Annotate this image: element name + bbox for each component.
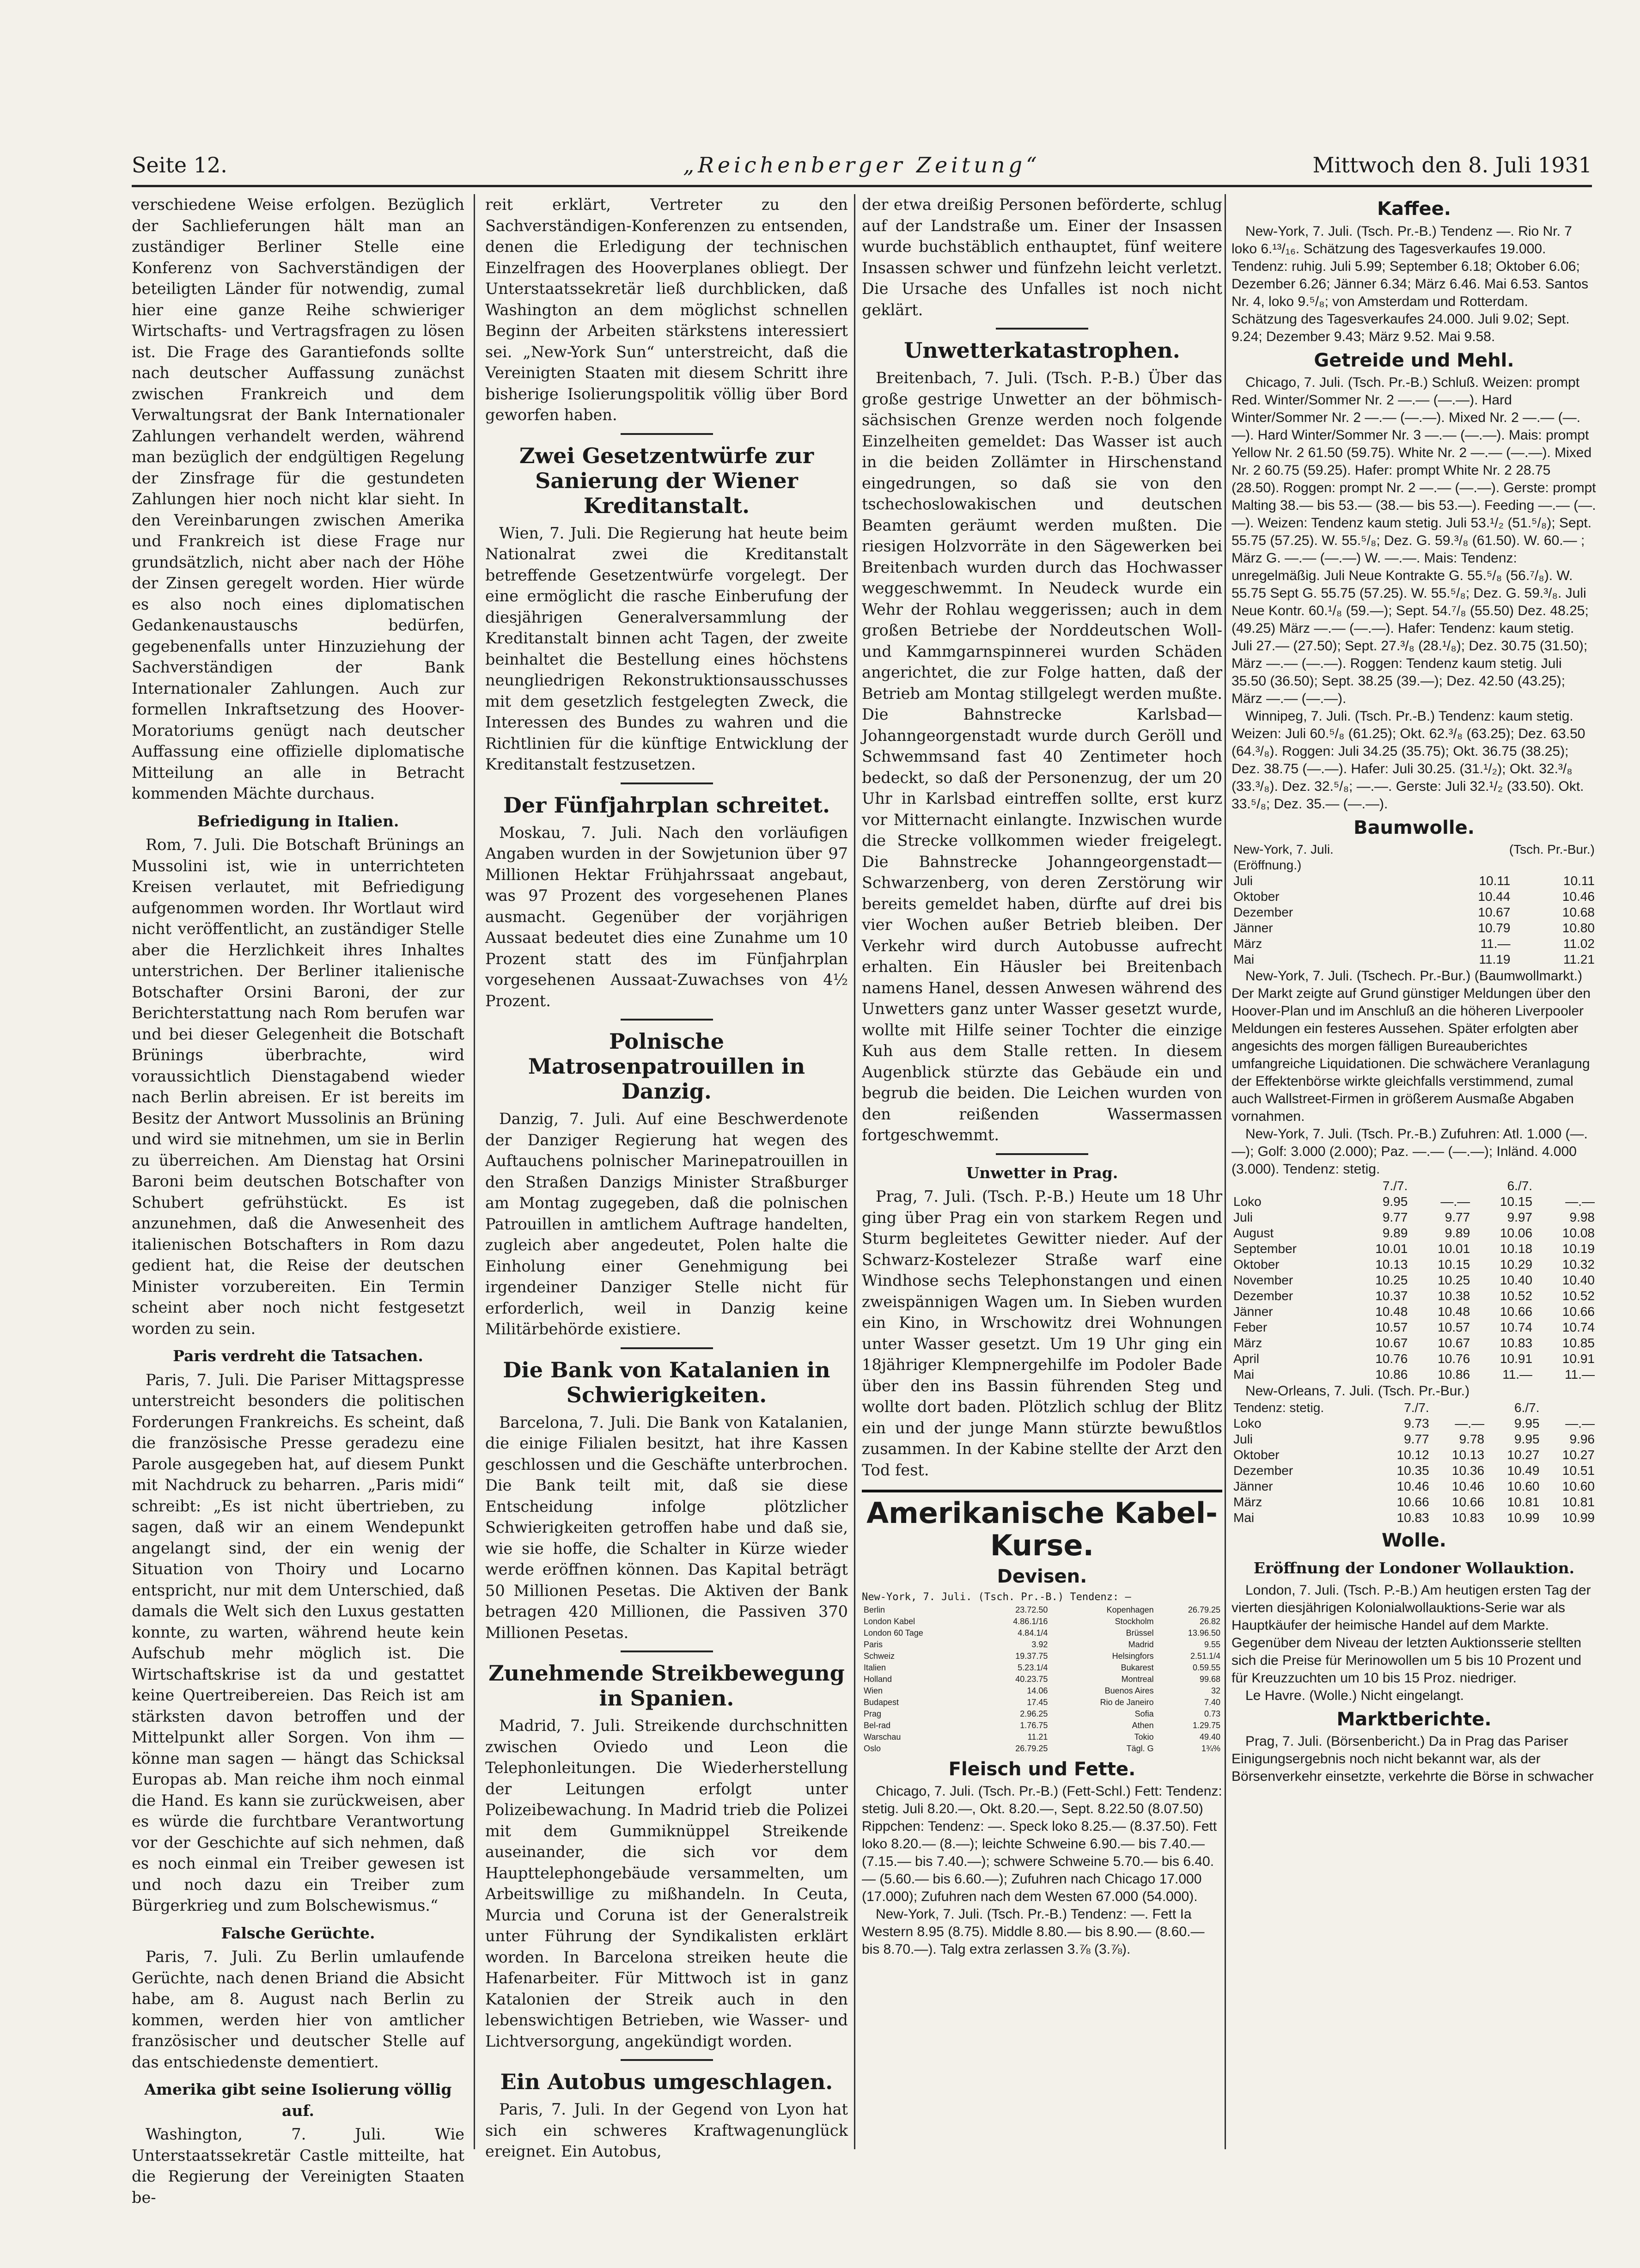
table-cell: 9.77	[1382, 1210, 1408, 1224]
table-cell: 10.86	[1438, 1367, 1470, 1382]
article-heading: Unwetterkatastrophen.	[904, 338, 1180, 363]
table-cell: 23.72.50	[1015, 1605, 1048, 1614]
table-cell: 10.11	[1563, 873, 1595, 888]
table-cell: 5.23.1/4	[1018, 1663, 1048, 1672]
issue-date: Mittwoch den 8. Juli 1931	[1312, 153, 1592, 177]
table-cell: Oktober	[1233, 889, 1280, 904]
table-cell: Mai	[1233, 1510, 1255, 1525]
table-row	[1232, 1400, 1597, 1416]
table-row	[1232, 1194, 1597, 1210]
table-cell: 10.91	[1500, 1351, 1533, 1366]
table-cell: 10.01	[1438, 1241, 1470, 1256]
table-row	[1232, 1416, 1597, 1431]
table-cell: Dezember	[1233, 1288, 1293, 1303]
market-text: New-York, 7. Juli. (Tsch. Pr.-B.) Tendenz: —. Fett Ia Western 8.95 (8.75). Middle 8.80.— bis 8.90.— (8.60.— bis 8.70.—). Talg extra zerlassen 3.⅞ (3.⅞).	[862, 1907, 1205, 1957]
table-cell: 10.06	[1500, 1225, 1533, 1240]
table-cell: 11.—	[1480, 936, 1511, 951]
table-cell: 10.35	[1396, 1463, 1429, 1478]
table-cell: Dezember	[1233, 905, 1293, 919]
table-cell: 10.37	[1375, 1288, 1408, 1303]
article-text: Paris, 7. Juli. Zu Berlin umlaufende Gerüchte, nach denen Briand die Absicht habe, am 8. August nach Berlin zu kommen, werden hier von amtlicher französischer und deutscher Stelle auf das entschiedenste dementiert.	[132, 1948, 464, 2071]
article-text: Danzig, 7. Juli. Auf eine Beschwerdenote der Danziger Regierung hat wegen des Auftauchens polnischer Marinepatrouillen in den Straßen Danzigs Minister Straßburger am Montag zugegeben, daß die polnischen Patrouillen in amtlichem Auftrage handelten, zugleich aber angedeutet, Polen halte die Einholung einer Genehmigung bei irgendeiner Danziger Stelle nicht für erforderlich, weil in Danzig keine Militärbehörde existiere.	[485, 1110, 848, 1338]
table-cell: 10.15	[1500, 1194, 1533, 1209]
table-cell: Bukarest	[1121, 1663, 1154, 1672]
divider	[621, 433, 713, 435]
table-cell: März	[1233, 936, 1262, 951]
market-text: Prag, 7. Juli. (Börsenbericht.) Da in Prag das Pariser Einigungsergebnis noch nicht bekannt war, als der Börsenverkehr einsetzte, verkehrte die Börse in schwacher	[1232, 1734, 1594, 1784]
table-row	[1232, 1463, 1597, 1479]
divider	[996, 1153, 1088, 1155]
table-row	[862, 1708, 1222, 1720]
table-row	[1232, 936, 1597, 952]
table-cell: 17.45	[1027, 1697, 1048, 1707]
table-cell: 10.13	[1452, 1447, 1485, 1462]
table-cell: 10.40	[1562, 1272, 1595, 1287]
table-cell: 10.67	[1478, 905, 1511, 919]
table-row	[1232, 1178, 1597, 1194]
table-cell: 11.02	[1563, 936, 1595, 951]
table-cell: 6./7.	[1507, 1178, 1533, 1193]
table-cell: Athen	[1132, 1720, 1154, 1730]
table-cell: 10.83	[1500, 1335, 1533, 1350]
article-heading: Paris verdreht die Tatsachen.	[173, 1347, 423, 1365]
table-cell: Oslo	[864, 1743, 881, 1753]
table-cell: September	[1233, 1241, 1297, 1256]
article-text: Madrid, 7. Juli. Streikende durchschnitten zwischen Oviedo und Leon die Telephonleitungen. Die Wiederherstellung der Leitungen erfolgt unter Polizeibewachung. In Madrid trieb die Polizei mit dem Gummiknüppel Streikende auseinander, die sich vor dem Haupttelephongebäude versammelten, um Arbeitswillige zu mißhandeln. In Ceuta, Murcia und Coruna ist der Generalstreik unter Führung der Syndikalisten erklärt worden. In Barcelona streiken heute die Hafenarbeiter. Für Mittwoch ist in ganz Katalonien der Streik auch in den lebenswichtigen Betrieben, wie Wasser- und Lichtversorgung, angekündigt worden.	[485, 1717, 848, 2050]
section-heading: Devisen.	[997, 1566, 1087, 1587]
article-heading: Zwei Gesetzentwürfe zur Sanierung der Wiener Kreditanstalt.	[519, 443, 814, 518]
table-row	[1232, 1241, 1597, 1257]
table-cell: Schweiz	[864, 1651, 895, 1661]
table-cell: 10.57	[1438, 1320, 1470, 1334]
table-row	[862, 1604, 1222, 1616]
table-cell: Jänner	[1233, 1479, 1273, 1493]
table-cell: Stockholm	[1115, 1616, 1154, 1626]
table-row	[1232, 1257, 1597, 1272]
article-text: Wien, 7. Juli. Die Regierung hat heute beim Nationalrat zwei die Kreditanstalt betreffende Gesetzentwürfe vorgelegt. Der eine ermöglicht die rasche Einberufung der diesjährigen Generalversammlung der Kreditanstalt binnen acht Tagen, der zweite beinhaltet die Bestellung eines höchstens neungliedrigen Rekonstruktionsausschusses mit dem gesetzlich festgelegten Zweck, die Interessen des Bundes zu wahren und die Richtlinien für die künftige Entwicklung der Kreditanstalt festzusetzen.	[485, 524, 848, 773]
table-cell: 9.96	[1569, 1431, 1595, 1446]
table-cell: 9.77	[1404, 1431, 1429, 1446]
table-cell: 9.95	[1514, 1416, 1540, 1430]
market-text: New-York, 7. Juli. (Tschech. Pr.-Bur.) (Baumwollmarkt.) Der Markt zeigte auf Grund günstiger Meldungen über den Hoover-Plan und im Anschluß an die höheren Liverpooler Meldungen ein festeres Aussehen. Später erfolgten aber angesichts des morgen fälligen Bureauberichtes umfangreiche Liquidationen. Die schwächere Veranlagung der Effektenbörse wirkte gleichfalls verstimmend, zumal auch Wallstreet-Firmen in größerem Ausmaße Abgaben vornahmen.	[1232, 968, 1591, 1124]
table-row	[862, 1731, 1222, 1743]
table-cell: 10.60	[1562, 1479, 1595, 1493]
table-cell: 19.37.75	[1015, 1651, 1048, 1661]
table-cell: Madrid	[1128, 1639, 1154, 1649]
section-heading: Kaffee.	[1377, 198, 1451, 220]
table-row	[862, 1651, 1222, 1662]
table-row	[1232, 1479, 1597, 1494]
table-cell: 10.83	[1396, 1510, 1429, 1525]
table-cell: 9.89	[1445, 1225, 1470, 1240]
page-number: Seite 12.	[132, 153, 227, 177]
table-cell: 10.81	[1507, 1494, 1540, 1509]
table-cell: 10.48	[1375, 1304, 1408, 1319]
table-cell: März	[1233, 1494, 1262, 1509]
market-text: New-York, 7. Juli. (Tsch. Pr.-B.) Tendenz —. Rio Nr. 7 loko 6.¹³/₁₆. Schätzung des Tagesverkaufes 19.000. Tendenz: ruhig. Juli 5.99; September 6.18; Oktober 6.06; Dezember 6.26; Jänner 6.34; März 6.46. Mai 6.53. Santos Nr. 4, loko 9.⁵/₈; von Amsterdam und Rotterdam. Schätzung des Tagesverkaufes 24.000. Juli 9.02; Sept. 9.24; Dezember 9.43; März 9.52. Mai 9.58.	[1232, 223, 1589, 344]
section-heading: Fleisch und Fette.	[948, 1758, 1136, 1780]
table-row	[1232, 1288, 1597, 1304]
table-cell: Dezember	[1233, 1463, 1293, 1478]
table-cell: 10.52	[1500, 1288, 1533, 1303]
table-cell: 10.76	[1438, 1351, 1470, 1366]
table-cell: Oktober	[1233, 1257, 1280, 1272]
column-4	[1232, 194, 1597, 2149]
table-cell: 9.95	[1382, 1194, 1408, 1209]
table-cell: 10.13	[1375, 1257, 1408, 1272]
table-row	[862, 1743, 1222, 1754]
table-cell: —.—	[1565, 1194, 1595, 1209]
divider	[621, 1651, 713, 1652]
table-cell: Loko	[1233, 1194, 1262, 1209]
table-row	[1232, 1447, 1597, 1463]
table-cell: 10.11	[1479, 873, 1511, 888]
table-cell: 10.66	[1562, 1304, 1595, 1319]
table-cell: 40.23.75	[1015, 1674, 1048, 1684]
article-text: Barcelona, 7. Juli. Die Bank von Katalanien, die einige Filialen besitzt, hat ihre Kassen geschlossen und die Geschäfte unterbrochen. Die Bank teilt mit, daß sie diese Entscheidung infolge plötzlicher Schwierigkeiten getroffen habe und daß sie, wie sie hoffe, die Schalter in Kürze wieder werde eröffnen können. Das Kapital beträgt 50 Millionen Pesetas. Die Aktiven der Bank betragen 420 Millionen, die Passiven 370 Millionen Pesetas.	[485, 1413, 848, 1642]
table-row	[1232, 1351, 1597, 1367]
column-rule	[1225, 194, 1226, 2149]
table-cell: 10.44	[1478, 889, 1511, 904]
table-cell: 0.73	[1204, 1709, 1220, 1718]
table-row	[1232, 920, 1597, 936]
table-cell: 10.57	[1375, 1320, 1408, 1334]
section-heading: Baumwolle.	[1353, 817, 1475, 838]
article-text: Paris, 7. Juli. Die Pariser Mittagspresse unterstreicht besonders die politischen Forderungen Frankreichs. Es scheint, daß die französische Presse geradezu eine Parole ausgegeben hat, auf diesem Punkt mit Nachdruck zu beharren. „Paris midi“ schreibt: „Es ist nicht übertrieben, zu sagen, daß wir an einem Wendepunkt angelangt sind, der ein wenig der Situation von Thoiry und Locarno entspricht, nur mit dem Unterschied, daß damals die Welt sich den Luxus gestatten konnte, zu warten, während heute kein Aufschub mehr möglich ist. Die Wirtschaftskrise ist da und gestattet keine Quertreibereien. Das Reich ist am stärksten davon betroffen und der Mittelpunkt aller Sorgen. Von ihm — könne man sagen — hängt das Schicksal Europas ab. Man reiche ihm noch einmal die Hand. Es kann sie zurückweisen, aber es würde die furchtbare Verantwortung vor der Geschichte auf sich nehmen, daß es noch einmal ein Treiber gewesen ist und noch dazu ein Treiber zum Bürgerkrieg und zum Bolschewismus.“	[132, 1370, 464, 1914]
table-row	[862, 1697, 1222, 1708]
divider	[996, 328, 1088, 330]
table-cell: 10.15	[1438, 1257, 1470, 1272]
table-cell: London Kabel	[864, 1616, 915, 1626]
divider	[621, 1347, 713, 1349]
article-heading: Falsche Gerüchte.	[221, 1924, 375, 1942]
table-cell: 9.95	[1514, 1431, 1540, 1446]
table-cell: Italien	[864, 1663, 886, 1672]
market-text: London, 7. Juli. (Tsch. P.-B.) Am heutigen ersten Tag der vierten diesjährigen Kolonialwollauktions-Serie war als Hauptkäufer der heimische Handel auf dem Markte. Gegenüber dem Niveau der letzten Auktionsserie stellten sich die Preise für Merinowollen um 5 bis 10 Prozent und für Kreuzzuchten um 10 bis 15 Proz. niedriger.	[1232, 1582, 1591, 1686]
table-cell: 10.80	[1562, 920, 1595, 935]
table-row	[1232, 1272, 1597, 1288]
table-cell: 10.51	[1562, 1463, 1595, 1478]
table-cell: Budapest	[864, 1697, 899, 1707]
table-cell: 10.91	[1562, 1351, 1595, 1366]
table-cell: 10.25	[1375, 1272, 1408, 1287]
table-cell: 10.67	[1375, 1335, 1408, 1350]
table-cell: Brüssel	[1126, 1628, 1154, 1638]
table-cell: Loko	[1233, 1416, 1262, 1430]
table-cell: Mai	[1233, 1367, 1255, 1382]
table-cell: Helsingfors	[1112, 1651, 1154, 1661]
table-cell: 9.73	[1404, 1416, 1429, 1430]
table-cell: Tägl. G	[1126, 1743, 1154, 1753]
table-cell: Berlin	[864, 1605, 885, 1614]
table-row	[1232, 1304, 1597, 1320]
table-cell: 10.60	[1507, 1479, 1540, 1493]
table-cell: 11.19	[1479, 952, 1511, 966]
table-cell: (Eröffnung.)	[1233, 857, 1302, 872]
table-cell: Feber	[1233, 1320, 1268, 1334]
table-cell: 10.74	[1500, 1320, 1533, 1334]
article-text: Rom, 7. Juli. Die Botschaft Brünings an Mussolini ist, wie in unterrichteten Kreisen verlautet, mit Befriedigung aufgenommen worden. Ihr Wortlaut wird nicht veröffentlicht, an zuständiger Stelle aber die Herzlichkeit ihres Inhaltes unterstrichen. Der Berliner italienische Botschafter Orsini Baroni, der zur Berichterstattung nach Rom berufen war und bei dieser Gelegenheit die Botschaft Brünings überbrachte, wird voraussichtlich Dienstagabend wieder nach Berlin abreisen. Er ist bereits im Besitz der Antwort Mussolinis an Brüning und wird sie mitnehmen, um sie in Berlin zu überreichen. Am Dienstag hat Orsini Baroni beim deutschen Botschafter von Schubert gefrühstückt. Es ist anzunehmen, daß die Anwesenheit des italienischen Botschafters in Rom dazu gedient hat, die Reise der deutschen Minister vorzubereiten. Ein Termin scheint aber noch nicht festgesetzt worden zu sein.	[132, 836, 464, 1338]
table-cell: 9.77	[1445, 1210, 1470, 1224]
article-text: der etwa dreißig Personen beförderte, schlug auf der Landstraße um. Einer der Insassen wurde buchstäblich enthauptet, fünf weitere Insassen schwer und fünfzehn leicht verletzt. Die Ursache des Unfalles ist noch nicht geklärt.	[862, 196, 1222, 319]
table-cell: 10.86	[1375, 1367, 1408, 1382]
page-header	[132, 153, 1592, 187]
table-cell: 4.84.1/4	[1018, 1628, 1048, 1638]
table-cell: 10.40	[1500, 1272, 1533, 1287]
table-cell: 10.66	[1452, 1494, 1485, 1509]
article-heading: Polnische Matrosenpatrouillen in Danzig.	[528, 1029, 805, 1104]
table-cell: 9.55	[1204, 1639, 1220, 1649]
table-cell: 6./7.	[1514, 1400, 1540, 1415]
table-cell: Wien	[864, 1686, 883, 1695]
cotton-table	[1232, 842, 1597, 967]
table-cell: 13.96.50	[1188, 1628, 1220, 1638]
table-cell: Bel-rad	[864, 1720, 891, 1730]
table-cell: New-York, 7. Juli.	[1233, 842, 1334, 856]
table-cell: 10.99	[1507, 1510, 1540, 1525]
table-cell	[1431, 1400, 1486, 1416]
article-heading: Zunehmende Streikbewegung in Spanien.	[488, 1661, 845, 1711]
table-cell: 10.38	[1438, 1288, 1470, 1303]
section-heading: Marktberichte.	[1336, 1708, 1492, 1730]
article-text: reit erklärt, Vertreter zu den Sachverständigen-Konferenzen zu entsenden, denen die Erledigung der technischen Einzelfragen des Hooverplanes obliegt. Der Unterstaatssekretär ließ durchblicken, daß Washington an dem möglichst schnellen Beginn der Arbeiten stärkstens interessiert sei. „New-York Sun“ unterstreicht, daß die Vereinigten Staaten mit diesem Schritt ihre bisherige Isolierungspolitik völlig über Bord geworfen haben.	[485, 196, 848, 424]
table-cell: 10.46	[1396, 1479, 1429, 1493]
cable-rates-title: Amerikanische Kabel-Kurse.	[866, 1496, 1218, 1562]
table-row	[862, 1639, 1222, 1651]
section-heading: Getreide und Mehl.	[1314, 349, 1514, 371]
divider	[621, 2059, 713, 2061]
table-row	[1232, 1335, 1597, 1351]
table-cell: 10.49	[1507, 1463, 1540, 1478]
table-cell: 4.86.1/16	[1013, 1616, 1048, 1626]
article-text: Moskau, 7. Juli. Nach den vorläufigen Angaben wurden in der Sowjetunion über 97 Millionen Hektar Frühjahrssaat angebaut, was 97 Prozent des vorgesehenen Planes ausmacht. Gegenüber der vorjährigen Aussaat bedeutet dies eine Zunahme um 10 Prozent statt des im Fünfjahrplan vorgesehenen Aussaat-Zuwachses von 4½ Prozent.	[485, 823, 848, 1010]
table-cell	[1534, 1178, 1597, 1194]
table-cell: Juli	[1233, 1431, 1253, 1446]
article-heading: Eröffnung der Londoner Wollauktion.	[1253, 1559, 1575, 1577]
article-heading: Amerika gibt seine Isolierung völlig auf.	[144, 2080, 452, 2120]
table-cell: 10.12	[1396, 1447, 1429, 1462]
table-row	[1232, 1210, 1597, 1225]
table-cell: 10.85	[1562, 1335, 1595, 1350]
table-row	[1232, 905, 1597, 920]
table-row	[862, 1616, 1222, 1627]
cotton-futures-table	[1232, 1178, 1597, 1382]
cable-rates-box	[862, 1490, 1222, 1958]
table-cell: 9.97	[1507, 1210, 1533, 1224]
divider	[621, 1019, 713, 1021]
table-cell	[1409, 1178, 1472, 1194]
table-cell: Juli	[1233, 873, 1253, 888]
article-heading: Ein Autobus umgeschlagen.	[500, 2069, 833, 2094]
table-cell: 10.99	[1562, 1510, 1595, 1525]
article-text: Washington, 7. Juli. Wie Unterstaatssekretär Castle mitteilte, hat die Regierung der Vereinigten Staaten be-	[132, 2125, 464, 2207]
article-heading: Die Bank von Katalanien in Schwierigkeiten.	[503, 1357, 830, 1407]
table-row	[1232, 1510, 1597, 1526]
table-cell: 10.36	[1452, 1463, 1485, 1478]
table-cell: 14.06	[1027, 1686, 1048, 1695]
table-cell: Oktober	[1233, 1447, 1280, 1462]
table-cell: 1.76.75	[1020, 1720, 1048, 1730]
table-cell: 10.27	[1562, 1447, 1595, 1462]
table-cell: Jänner	[1233, 920, 1273, 935]
table-cell: 10.83	[1452, 1510, 1485, 1525]
market-text: New-York, 7. Juli. (Tsch. Pr.-B.) Zufuhren: Atl. 1.000 (—.—); Golf: 3.000 (2.000); Paz. —.— (—.—); Inländ. 4.000 (3.000). Tendenz: stetig.	[1232, 1126, 1588, 1177]
market-text: Le Havre. (Wolle.) Nicht eingelangt.	[1245, 1687, 1464, 1703]
table-cell	[1232, 1178, 1347, 1194]
table-cell: Jänner	[1233, 1304, 1273, 1319]
table-cell: Mai	[1233, 952, 1255, 966]
table-cell: 10.29	[1500, 1257, 1533, 1272]
table-cell: 11.—	[1502, 1367, 1533, 1382]
table-row	[1232, 1320, 1597, 1335]
table-cell: 10.25	[1438, 1272, 1470, 1287]
table-cell: 10.32	[1562, 1257, 1595, 1272]
article-heading: Befriedigung in Italien.	[197, 812, 399, 830]
table-row	[1232, 1225, 1597, 1241]
article-text: Prag, 7. Juli. (Tsch. P.-B.) Heute um 18 Uhr ging über Prag ein von starkem Regen und Sturm begleitetes Gewitter nieder. Auf der Schwarz-Kostelezer Straße warf eine Windhose sechs Telephonstangen und einen zweispännigen Wagen um. In Sieben wurden ein Kino, in Wrschowitz drei Wohnungen unter Wasser gesetzt. Um 19 Uhr ging ein 18jähriger Klempnergehilfe im Podoler Bade über den ins Bassin führenden Steg und wollte dort baden. Plötzlich schlug der Blitz ein und der junge Mann stürzte bewußtlos zusammen. In der Kabine stellte der Arzt den Tod fest.	[862, 1187, 1222, 1479]
table-cell: 26.82	[1199, 1616, 1220, 1626]
table-cell: (Tsch. Pr.-Bur.)	[1509, 842, 1595, 856]
table-cell: London 60 Tage	[864, 1628, 923, 1638]
table-row	[862, 1720, 1222, 1731]
table-cell: —.—	[1455, 1416, 1485, 1430]
column-2	[485, 194, 848, 2160]
table-cell: 10.48	[1438, 1304, 1470, 1319]
currency-table	[862, 1604, 1222, 1754]
table-cell: 10.46	[1562, 889, 1595, 904]
table-cell: 11.—	[1565, 1367, 1595, 1382]
table-row	[1232, 1494, 1597, 1510]
table-cell: Sofia	[1134, 1709, 1154, 1718]
article-text: Paris, 7. Juli. In der Gegend von Lyon hat sich ein schweres Kraftwagenunglück ereignet. Ein Autobus,	[485, 2100, 848, 2160]
market-text: Chicago, 7. Juli. (Tsch. Pr.-B.) (Fett-Schl.) Fett: Tendenz: stetig. Juli 8.20.—, Okt. 8.20.—, Sept. 8.22.50 (8.07.50) Rippchen: Tendenz: —. Speck loko 8.25.— (8.37.50). Fett loko 8.20.— (8.—); leichte Schweine 6.90.— bis 7.40.— (7.15.— bis 7.40.—); schwere Schweine 5.70.— bis 6.40.— (5.60.— bis 6.60.—); Zufuhren nach Chicago 17.000 (17.000); Zufuhren nach dem Westen 67.000 (54.000).	[862, 1784, 1222, 1904]
table-cell: 32	[1211, 1686, 1220, 1695]
table-cell: 10.79	[1478, 920, 1511, 935]
table-row	[1232, 1367, 1597, 1382]
table-cell: Montreal	[1121, 1674, 1154, 1684]
table-row	[1232, 889, 1597, 905]
market-text: Chicago, 7. Juli. (Tsch. Pr.-B.) Schluß. Weizen: prompt Red. Winter/Sommer Nr. 2 —.— (—.—). Hard Winter/Sommer Nr. 2 —.— (—.—). Mixed Nr. 2 —.— (—.—). Hard Winter/Sommer Nr. 3 —.— (—.—). Mais: prompt Yellow Nr. 2 61.50 (59.75). White Nr. 2 —.— (—.—). Mixed Nr. 2 60.75 (59.25). Hafer: prompt White Nr. 2 28.75 (28.50). Roggen: prompt Nr. 2 —.— (—.—). Gerste: prompt Malting 38.— bis 53.— (38.— bis 53.—). Feeding —.— (—.—). Weizen: Tendenz kaum stetig. Juli 53.¹/₂ (51.⁵/₈); Sept. 55.75 (57.25). W. 55.⁵/₈; Dez. G. 59.³/₈ (61.50). W. 60.— ; März G. —.— (—.—) W. —.—. Mais: Tendenz: unregelmäßig. Juli Neue Kontrakte G. 55.⁵/₈ (56.⁷/₈). W. 55.75 Sept G. 55.75 (57.25). W. 55.⁵/₈; Dez. G. 59.³/₈. Juli Neue Kontr. 60.¹/₈ (59.—); Sept. 54.⁷/₈ (55.50) Dez. 48.25; (49.25) März —.— (—.—). Hafer: Tendenz: kaum stetig. Juli 27.— (27.50); Sept. 27.³/₈ (28.¹/₈); Dez. 30.75 (31.50); März —.— (—.—). Roggen: Tendenz kaum stetig. Juli 35.50 (36.50); Sept. 38.25 (39.—); Dez. 42.50 (43.25); März —.— (—.—).	[1232, 375, 1596, 706]
table-cell: 10.08	[1562, 1225, 1595, 1240]
table-cell: August	[1233, 1225, 1274, 1240]
table-row	[1232, 1431, 1597, 1447]
table-cell: 11.21	[1027, 1732, 1048, 1742]
table-cell: 10.18	[1500, 1241, 1533, 1256]
market-text: New-Orleans, 7. Juli. (Tsch. Pr.-Bur.)	[1245, 1383, 1470, 1399]
table-cell: Rio de Janeiro	[1100, 1697, 1154, 1707]
table-cell: Tokio	[1134, 1732, 1154, 1742]
table-cell: 10.52	[1562, 1288, 1595, 1303]
column-rule	[474, 194, 475, 2149]
table-cell: 0.59.55	[1192, 1663, 1220, 1672]
table-cell: 7.40	[1204, 1697, 1220, 1707]
table-cell: November	[1233, 1272, 1293, 1287]
table-cell: Buenos Aires	[1104, 1686, 1154, 1695]
table-cell: —.—	[1440, 1194, 1470, 1209]
table-cell: 99.68	[1199, 1674, 1220, 1684]
column-3	[862, 194, 1222, 2149]
table-cell: 10.01	[1375, 1241, 1408, 1256]
table-cell: 49.40	[1199, 1732, 1220, 1742]
table-cell: Prag	[864, 1709, 882, 1718]
table-cell: —.—	[1565, 1416, 1595, 1430]
table-cell: 7./7.	[1382, 1178, 1408, 1193]
table-cell: 2.96.25	[1020, 1709, 1048, 1718]
table-cell: 9.89	[1382, 1225, 1408, 1240]
article-heading: Unwetter in Prag.	[966, 1163, 1118, 1182]
table-cell: 3.92	[1031, 1639, 1048, 1649]
table-cell: März	[1233, 1335, 1262, 1350]
table-cell: 10.19	[1562, 1241, 1595, 1256]
table-cell: 10.66	[1500, 1304, 1533, 1319]
table-cell: 1.29.75	[1192, 1720, 1220, 1730]
table-cell: 11.21	[1563, 952, 1595, 966]
table-row	[862, 1662, 1222, 1674]
table-cell: 10.46	[1452, 1479, 1485, 1493]
table-cell: Paris	[864, 1639, 883, 1649]
table-row	[862, 1685, 1222, 1697]
table-cell	[1542, 1400, 1597, 1416]
table-row	[1232, 952, 1597, 967]
table-cell: 1¾%	[1201, 1743, 1220, 1753]
column-rule	[854, 194, 855, 2149]
article-text: Breitenbach, 7. Juli. (Tsch. P.-B.) Über das große gestrige Unwetter an der böhmisch-sächsischen Grenze werden noch folgende Einzelheiten gemeldet: Das Wasser ist auch in die beiden Zollämter in Hirschenstand eingedrungen, so daß sie von den tschechoslowakischen und deutschen Beamten geräumt werden mußten. Die riesigen Holzvorräte in den Sägewerken bei Breitenbach wurden durch das Hochwasser weggeschwemmt. In Neudeck wurde ein Wehr der Rohlau weggerissen; auch in dem großen Betriebe der Norddeutschen Woll- und Kammgarnspinnerei wurden Schäden angerichtet, die zur Folge hatten, daß der Betrieb am Montag stillgelegt werden mußte. Die Bahnstrecke Karlsbad—Johanngeorgenstadt wurde durch Geröll und Schwemmsand fast 40 Zentimeter hoch bedeckt, so daß der Personenzug, der um 20 Uhr in Karlsbad eintreffen sollte, erst kurz vor Mitternacht einlangte. Inzwischen wurde die Strecke vollkommen wieder freigelegt. Die Bahnstrecke Johanngeorgenstadt—Schwarzenberg, von deren Zerstörung wir bereits gemeldet haben, dürfte auf drei bis vier Wochen außer Betrieb bleiben. Der Verkehr wird durch Autobusse aufrecht erhalten. Ein Häusler bei Breitenbach namens Hanel, dessen Anwesen während des Unwetters ganz unter Wasser gesetzt wurde, wollte mit Hilfe seiner Tochter die einzige Kuh aus dem Stalle retten. In diesem Augenblick stürzte das Gebäude ein und begrub die beiden. Die Leichen wurden von den reißenden Wassermassen fortgeschwemmt.	[862, 369, 1222, 1144]
table-cell: 9.78	[1459, 1431, 1485, 1446]
table-cell: Kopenhagen	[1106, 1605, 1154, 1614]
table-cell: April	[1233, 1351, 1260, 1366]
new-orleans-table	[1232, 1400, 1597, 1526]
table-row	[1232, 873, 1597, 889]
newspaper-title: „Reichenberger Zeitung“	[683, 153, 1041, 177]
table-cell: 10.67	[1438, 1335, 1470, 1350]
table-cell: 26.79.25	[1188, 1605, 1220, 1614]
table-row	[862, 1627, 1222, 1639]
table-cell: Holland	[864, 1674, 892, 1684]
table-cell: 10.66	[1396, 1494, 1429, 1509]
table-cell: Juli	[1233, 1210, 1253, 1224]
table-cell: 10.68	[1562, 905, 1595, 919]
table-cell: Tendenz: stetig.	[1233, 1400, 1324, 1415]
table-cell: 26.79.25	[1015, 1743, 1048, 1753]
table-cell: 7./7.	[1404, 1400, 1429, 1415]
table-cell: 2.51.1/4	[1190, 1651, 1220, 1661]
market-text: Winnipeg, 7. Juli. (Tsch. Pr.-B.) Tendenz: kaum stetig. Weizen: Juli 60.⁵/₈ (61.25); Okt. 62.³/₈ (63.25); Dez. 63.50 (64.³/₈). Roggen: Juli 34.25 (35.75); Okt. 36.75 (38.25); Dez. 38.75 (—.—). Hafer: Juli 30.25. (31.¹/₂); Okt. 32.³/₈ (33.³/₈). Dez. 32.⁵/₈; —.—. Gerste: Juli 32.¹/₂ (33.50). Okt. 33.⁵/₈; Dez. 35.— (—.—).	[1232, 709, 1585, 812]
table-cell: 10.74	[1562, 1320, 1595, 1334]
table-row	[862, 1674, 1222, 1685]
table-cell: 10.76	[1375, 1351, 1408, 1366]
article-text: verschiedene Weise erfolgen. Bezüglich der Sachlieferungen hält man an zuständiger Berliner Stelle eine Konferenz von Sachverständigen der beteiligten Länder für notwendig, zumal hier eine ganze Reihe schwieriger Wirtschafts- und Vertragsfragen zu lösen ist. Die Frage des Garantiefonds sollte nach deutscher Auffassung zunächst zwischen Frankreich und dem Verwaltungsrat der Bank Internationaler Zahlungen verhandelt werden, während man bezüglich der endgültigen Regelung der Zinsfrage für die gestundeten Zahlungen hier noch nicht klar sieht. In den Vereinbarungen zwischen Amerika und Frankreich ist diese Frage nur grundsätzlich, nicht aber nach der Höhe der Zinsen geregelt worden. Hier würde es also noch eines diplomatischen Gedankenaustauschs bedürfen, gegebenenfalls unter Hinzuziehung der Sachverständigen der Bank Internationaler Zahlungen. Auch zur formellen Inkraftsetzung des Hoover-Moratoriums genügt nach deutscher Auffassung eine offizielle diplomatische Mitteilung an alle in Betracht kommenden Mächte durchaus.	[132, 196, 464, 802]
market-note: New-York, 7. Juli. (Tsch. Pr.-B.) Tendenz: —	[862, 1591, 1131, 1603]
table-cell: 9.98	[1569, 1210, 1595, 1224]
column-1	[132, 194, 464, 2207]
section-heading: Wolle.	[1382, 1529, 1446, 1551]
article-heading: Der Fünfjahrplan schreitet.	[503, 792, 830, 818]
table-cell: Warschau	[864, 1732, 901, 1742]
table-cell: 10.27	[1507, 1447, 1540, 1462]
table-cell: 10.81	[1562, 1494, 1595, 1509]
divider	[621, 782, 713, 784]
